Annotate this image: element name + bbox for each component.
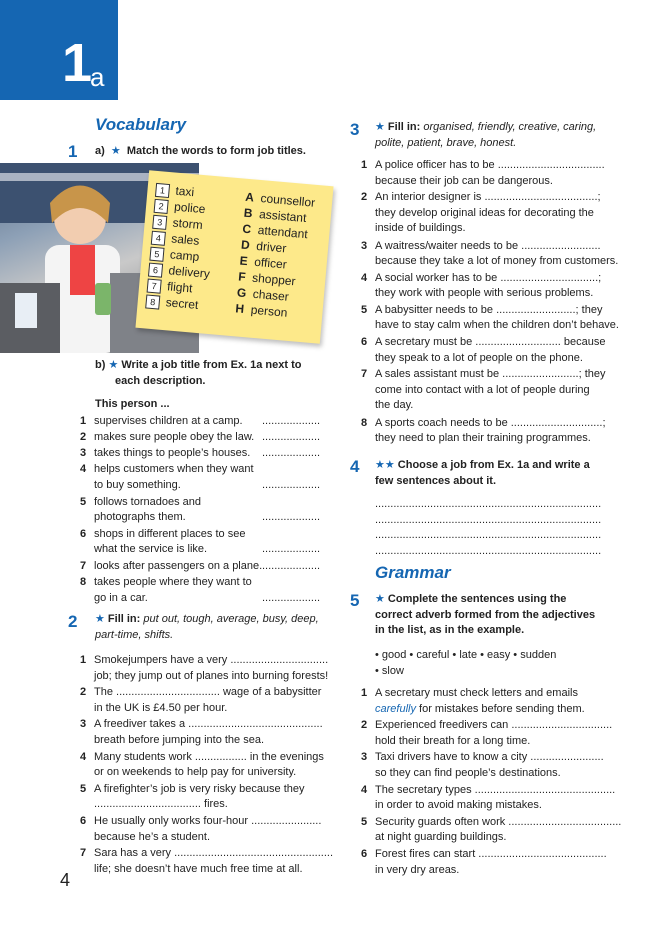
exercise-1a-label: a) (95, 145, 105, 157)
exercise-5-number: 5 (350, 591, 360, 610)
star-icon: ★ (95, 613, 108, 625)
match-word: chaser (252, 286, 290, 304)
item-text-line: shops in different places to see (94, 527, 246, 540)
item-text-line: follows tornadoes and (94, 495, 202, 508)
exercise-1b-text-2: each description. (115, 374, 206, 387)
item-text-line: Smokejumpers have a very ................................ (94, 654, 329, 666)
item-number: 5 (80, 495, 87, 508)
item-text-line: The .................................. wage of a babysitter (94, 686, 322, 699)
matching-note (135, 170, 333, 344)
item-text-line: supervises children at a camp. (94, 415, 243, 427)
word-list-2: part-time, shifts. (95, 628, 174, 641)
item-text-line: have to stay calm when the children don’t behave. (375, 319, 619, 332)
answer-line[interactable]: ................... (262, 511, 321, 523)
answer-box-2[interactable]: 2 (154, 199, 169, 214)
note-word: taxi (174, 183, 195, 200)
answer-box-8[interactable]: 8 (145, 294, 160, 309)
item-text-line: Experienced freedivers can ................................. (375, 719, 613, 732)
exercise-4-writing-lines[interactable] (375, 497, 615, 559)
exercise-5-instruction (375, 592, 615, 639)
item-number: 2 (80, 431, 87, 444)
answer-box-7[interactable]: 7 (147, 278, 162, 293)
example-word: carefully (375, 702, 416, 715)
item-number: 6 (80, 815, 87, 827)
item-text-line: to buy something. (94, 478, 181, 491)
item-text-line: A sales assistant must be .........................; they (375, 368, 606, 381)
star-icon: ★ (107, 145, 124, 157)
writing-line[interactable]: .......................................................................... (375, 513, 602, 526)
answer-line[interactable]: ................... (262, 543, 321, 556)
item-text-line: job; they jump out of planes into burning forests! (94, 669, 329, 682)
writing-line[interactable]: .......................................................................... (375, 544, 602, 557)
exercise-5-text-2: correct adverb formed from the adjectives (375, 608, 596, 621)
exercise-4-instruction (375, 458, 615, 489)
item-number: 5 (361, 815, 368, 828)
match-letter: A (244, 189, 255, 205)
unit-letter: a (90, 62, 105, 92)
exercise-1a-instruction (95, 144, 306, 157)
item-text-line: in very dry areas. (375, 863, 460, 876)
exercise-4-text-1: Choose a job from Ex. 1a and write a (397, 459, 590, 471)
item-number: 5 (361, 303, 368, 316)
item-text-line: in the UK is £4.50 per hour. (94, 701, 228, 714)
item-text-line: at night guarding buildings. (375, 831, 507, 844)
item-text-line: A freediver takes a ............................................ (94, 718, 323, 731)
item-number: 1 (80, 415, 87, 427)
exercise-1b-text-1: Write a job title from Ex. 1a next to (121, 359, 302, 371)
match-letter: E (239, 253, 249, 269)
adjective-list-2: • slow (375, 664, 404, 677)
this-person-label: This person ... (95, 398, 170, 410)
exercise-2-number: 2 (68, 612, 78, 631)
match-letter: F (237, 269, 247, 285)
item-text-line: inside of buildings. (375, 222, 466, 235)
exercise-2-instruction (95, 612, 335, 643)
grammar-title: Grammar (375, 563, 451, 582)
item-number: 7 (80, 559, 87, 572)
item-text-line: Many students work ................. in the evenings (94, 750, 324, 763)
match-letter: H (234, 301, 245, 317)
unit-tab (0, 0, 118, 100)
item-number: 2 (361, 719, 368, 732)
item-text-line: because they take a lot of money from customers. (375, 255, 619, 267)
item-text-line: photographs them. (94, 511, 186, 523)
item-number: 1 (361, 159, 368, 171)
match-word: officer (253, 254, 288, 272)
item-number: 8 (361, 416, 368, 429)
match-letter: D (240, 237, 251, 253)
note-words-column (145, 181, 217, 314)
item-text-line: go in a car. (94, 591, 148, 604)
item-text-line: breath before jumping into the sea. (94, 733, 265, 746)
exercise-1a-text: Match the words to form job titles. (126, 145, 306, 157)
item-text-line: helps customers when they want (94, 463, 254, 476)
item-number: 8 (80, 576, 87, 588)
item-text-line: Security guards often work ..................................... (375, 815, 622, 828)
item-text-line: hold their breath for a long time. (375, 734, 531, 747)
item-text-line: A firefighter’s job is very risky because they (94, 782, 305, 795)
exercise-1b-label: b) (95, 359, 106, 371)
word-list-1: put out, tough, average, busy, deep, (143, 613, 319, 625)
item-number: 6 (80, 527, 87, 540)
item-text-line: Sara has a very .................................................... (94, 847, 334, 860)
item-text-line: come into contact with a lot of people during (375, 383, 590, 396)
star-icon: ★ (375, 121, 388, 133)
note-word: delivery (167, 263, 211, 281)
answer-line[interactable]: ................... (262, 415, 321, 427)
item-number: 6 (361, 336, 368, 349)
item-number: 1 (80, 654, 87, 666)
item-text-line: makes sure people obey the law. (94, 431, 255, 444)
match-word: counsellor (259, 191, 316, 210)
note-word: police (173, 199, 207, 217)
item-text-line: An interior designer is .....................................; (375, 191, 601, 204)
item-text-line: Forest fires can start .......................................... (375, 848, 607, 860)
exercise-3-number: 3 (350, 120, 360, 139)
item-text-line: the day. (375, 399, 414, 412)
item-number: 4 (80, 463, 87, 476)
exercise-1b-instruction (95, 358, 301, 389)
writing-line[interactable]: .......................................................................... (375, 498, 602, 510)
answer-box-3[interactable]: 3 (152, 215, 167, 230)
note-word: camp (169, 247, 200, 264)
item-number: 3 (361, 239, 368, 252)
note-word: flight (166, 279, 194, 296)
item-text-line: they need to plan their training programmes. (375, 432, 591, 445)
answer-line[interactable]: ................... (262, 591, 321, 604)
item-text-line: they speak to a lot of people on the phone. (375, 351, 583, 364)
exercise-5-text-3: in the list, as in the example. (375, 624, 525, 636)
item-number: 3 (80, 718, 87, 731)
item-text-line: looks after passengers on a plane. (94, 559, 263, 572)
fill-in-label: Fill in: (107, 613, 141, 625)
match-word: attendant (257, 222, 309, 242)
match-letter: G (236, 285, 247, 301)
item-number: 2 (80, 686, 87, 699)
item-number: 2 (361, 191, 368, 204)
item-text-line: or on weekends to help pay for university. (94, 766, 297, 779)
star-icon: ★ (105, 359, 122, 371)
word-list-2: polite, patient, brave, honest. (375, 136, 517, 149)
adjective-list (375, 648, 615, 679)
answer-box-5[interactable]: 5 (149, 246, 164, 261)
note-word: secret (165, 295, 199, 313)
answer-line[interactable]: ................... (262, 478, 321, 491)
item-text-line: A secretary must check letters and emails (375, 687, 578, 699)
answer-line[interactable]: ................... (262, 431, 321, 444)
item-number: 4 (361, 783, 368, 796)
answer-box-1[interactable]: 1 (155, 183, 170, 198)
item-number: 7 (361, 368, 368, 381)
item-text-line: A babysitter needs to be ..........................; they (375, 303, 603, 316)
item-number: 1 (361, 687, 368, 699)
exercise-4-number: 4 (350, 457, 360, 476)
unit-number: 1 (62, 33, 93, 93)
note-word: storm (172, 215, 204, 233)
item-number: 3 (361, 751, 368, 764)
answer-box-6[interactable]: 6 (148, 262, 163, 277)
answer-box-4[interactable]: 4 (151, 231, 166, 246)
writing-line[interactable]: .......................................................................... (375, 529, 602, 541)
item-text-line: He usually only works four-hour ....................... (94, 815, 322, 827)
item-number: 7 (80, 847, 87, 860)
word-list-1: organised, friendly, creative, caring, (423, 121, 597, 133)
note-word: sales (170, 231, 200, 248)
item-text-line: so they can find people’s destinations. (375, 766, 561, 779)
item-text-line: A secretary must be ............................ because (375, 336, 606, 349)
page-number: 4 (60, 870, 71, 890)
match-letter: B (243, 205, 254, 221)
item-text-line: because their job can be dangerous. (375, 174, 553, 187)
match-word: shopper (251, 270, 297, 289)
item-text-line: in order to avoid making mistakes. (375, 799, 542, 812)
item-number: 6 (361, 848, 368, 860)
item-number: 3 (80, 447, 87, 460)
match-word: person (250, 302, 288, 320)
fill-in-label: Fill in: (387, 121, 421, 133)
item-text-line: A sports coach needs to be ..............................; (375, 416, 606, 429)
star-icon: ★★ (375, 459, 398, 471)
item-number: 4 (80, 750, 87, 763)
item-text-line: because he’s a student. (94, 830, 210, 843)
vocabulary-title: Vocabulary (95, 115, 187, 134)
item-text-line: A waitress/waiter needs to be .......................... (375, 239, 601, 252)
item-text-line: they develop original ideas for decorating the (375, 206, 594, 219)
note-matches-column (235, 189, 316, 323)
item-text-line: takes people where they want to (94, 576, 252, 588)
adjective-list-1: • good • careful • late • easy • sudden (375, 649, 557, 661)
match-word: driver (255, 238, 287, 256)
item-text-line: A police officer has to be ................................... (375, 159, 605, 171)
item-number: 5 (80, 782, 87, 795)
item-text-line: they work with people with serious problems. (375, 287, 594, 300)
item-text-line: ................................... fires. (94, 798, 228, 811)
star-icon: ★ (375, 593, 388, 605)
match-letter: C (241, 221, 252, 237)
item-text-line: carefully for mistakes before sending them. (375, 702, 585, 715)
item-text-line: takes things to people’s houses. (94, 447, 251, 460)
item-text-line: A social worker has to be ................................; (375, 271, 602, 284)
answer-line[interactable]: ................... (262, 447, 321, 460)
item-text-line: what the service is like. (94, 543, 208, 556)
exercise-3-instruction (375, 120, 615, 151)
item-text-line: life; she doesn’t have much free time at all. (94, 862, 303, 875)
answer-line[interactable]: ................... (262, 559, 321, 572)
item-text-line: Taxi drivers have to know a city ........................ (375, 751, 604, 764)
exercise-4-text-2: few sentences about it. (375, 474, 497, 487)
exercise-1-number: 1 (68, 142, 78, 161)
item-text-line: The secretary types .............................................. (375, 783, 616, 796)
exercise-5-text-1: Complete the sentences using the (387, 593, 567, 605)
item-number: 4 (361, 271, 368, 284)
match-word: assistant (258, 207, 307, 226)
